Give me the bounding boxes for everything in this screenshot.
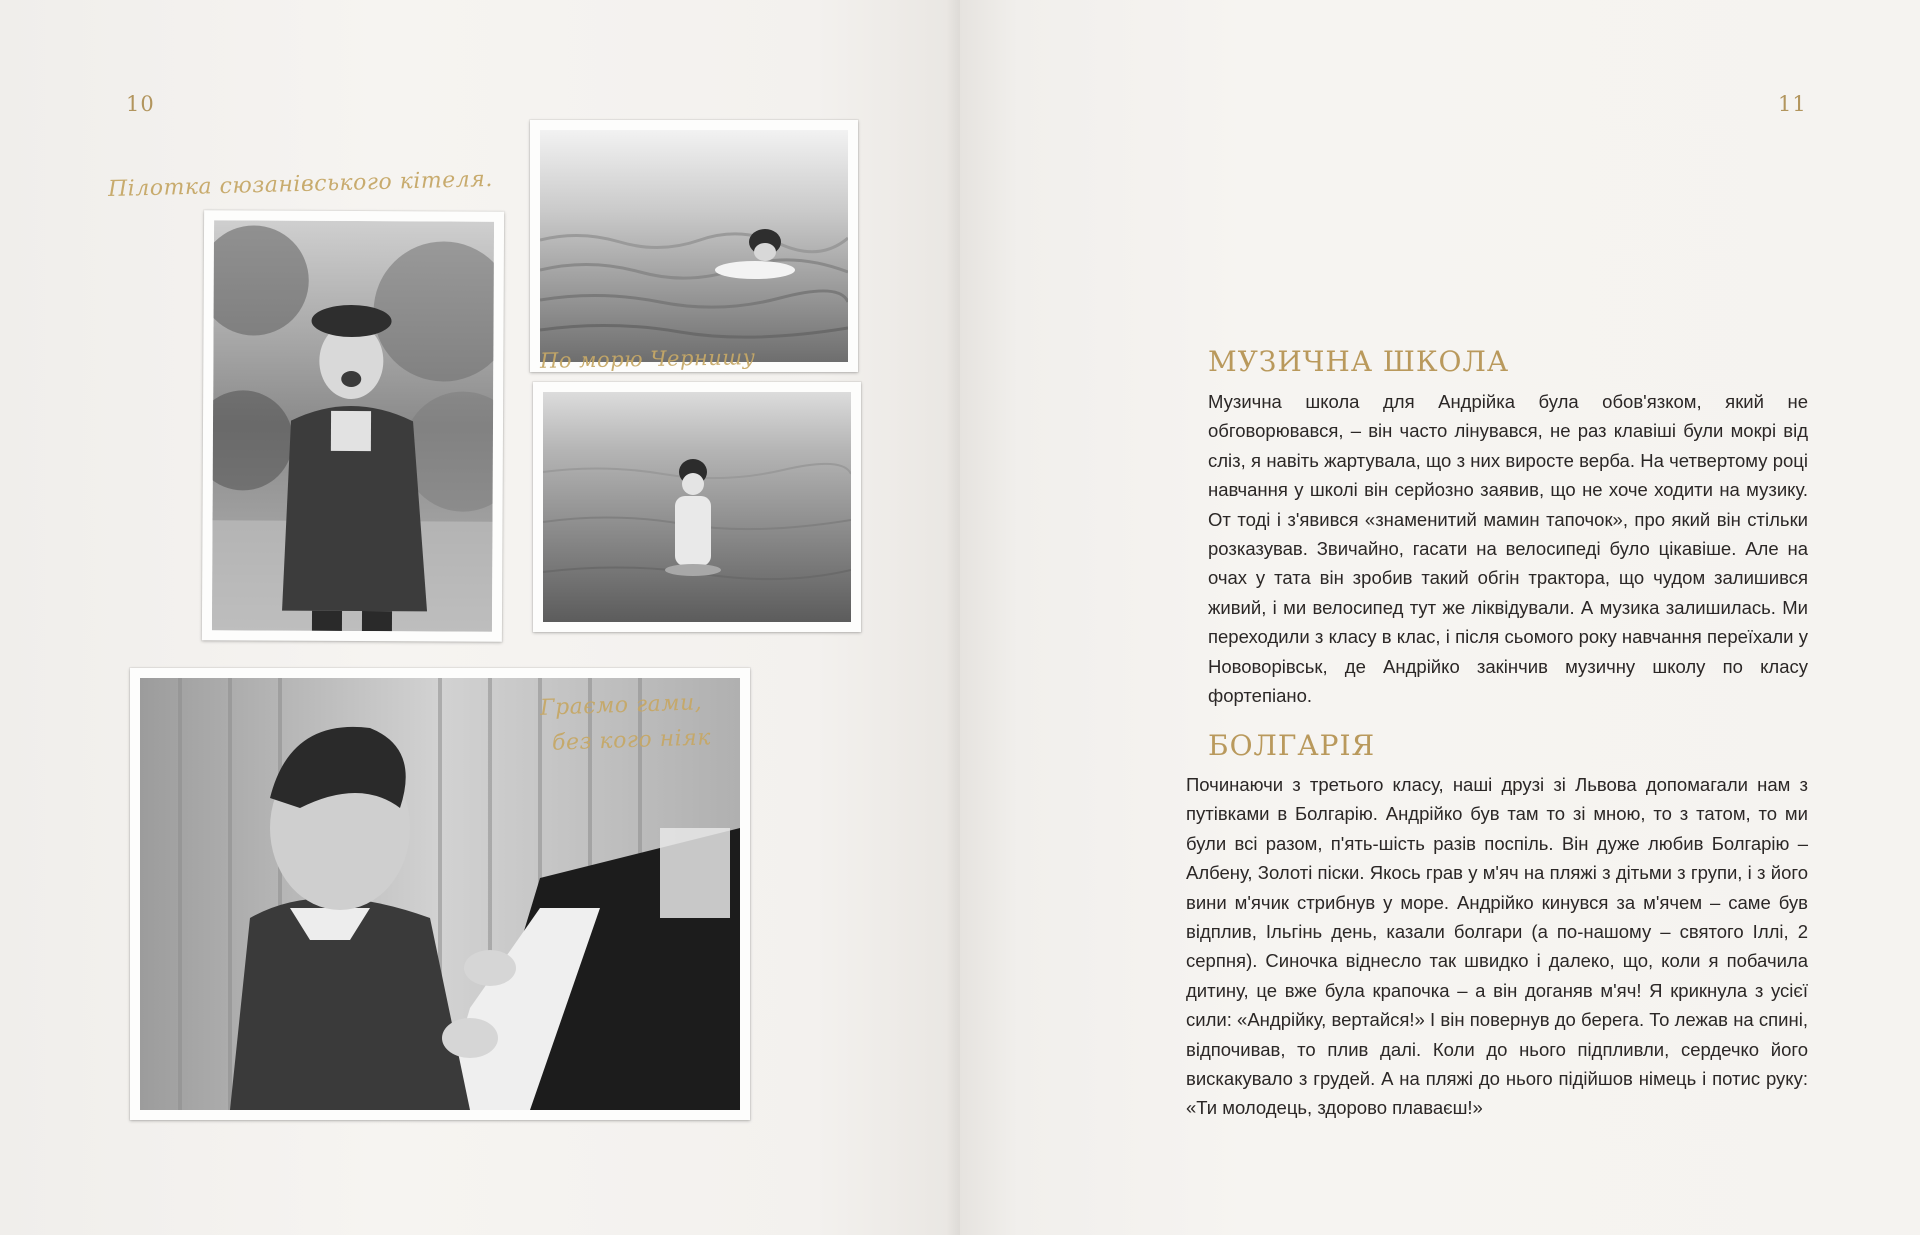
section-body-bulgaria: Починаючи з третього класу, наші друзі зі Львова допомагали нам з путівками в Болгарію. Андрійко був там то зі мною, то з татом, то ми були всі разом, п'ять-шість разів поспіль. Він дуже любив Болгарію – Албену, Золоті піски. Якось грав у м'яч на пляжі з дітьми з групи, і з його вини м'ячик стрибнув у море. Андрійко кинувся за м'ячем – саме був відплив, Ільгінь день, казали болгари (а по-нашому – святого Іллі, 2 серпня). Синочка віднесло так швидко і далеко, що, коли я побачила дитину, це вже була крапочка – а він доганяв м'яч! Я крикнула з усієї сили: «Андрійку, вертайся!» І він повернув до берега. То лежав на спині, відпочивав, то плив далі. Коли до нього підпливли, сердечко його вискакувало з грудей. А на пляжі до нього підійшов німець і потис руку: «Ти молодець, здорово плаваєш!» <box>1186 774 1808 1119</box>
caption-swim-photo: По морю Чернишу <box>539 345 756 373</box>
caption-uniform-photo: Пілотка сюзанівського кітеля. <box>107 166 494 203</box>
section-body-music-school: Музична школа для Андрійка була обов'язком, який не обговорювався, – він часто лінувався, не раз клавіші були мокрі від сліз, я навіть жартувала, що з них виросте верба. На четвертому році навчання у школі він серйозно заявив, що не хоче ходити на музику. От тоді і з'явився «знаменитий мамин тапочок», про який він стільки розказував. Звичайно, гасати на велосипеді було цікавіше. Але на очах у тата він зробив такий обгін трактора, що чудом залишився живий, і ми велосипед тут же ліквідували. А музика залишилась. Ми переходили з класу в клас, і після сьомого року навчання переїхали у Нововорівськ, де Андрійко закінчив музичну школу по класу фортепіано. <box>1208 391 1808 707</box>
section-title-music-school: МУЗИЧНА ШКОЛА <box>1208 345 1510 378</box>
section-title-bulgaria: БОЛГАРІЯ <box>1208 729 1376 762</box>
photo-wading-image <box>543 392 851 622</box>
caption-piano-photo-line1: Граємо гами, <box>539 690 703 721</box>
photo-swimming-image <box>540 130 848 362</box>
caption-piano-photo-line2: без кого ніяк <box>551 725 712 756</box>
photo-wading <box>533 382 861 632</box>
photo-swimming <box>530 120 858 372</box>
page-number-right: 11 <box>1778 92 1807 116</box>
photo-boy-uniform-image <box>212 220 494 631</box>
page-number-left: 10 <box>126 92 155 116</box>
photo-boy-uniform <box>202 210 504 642</box>
right-page <box>960 0 1920 1235</box>
